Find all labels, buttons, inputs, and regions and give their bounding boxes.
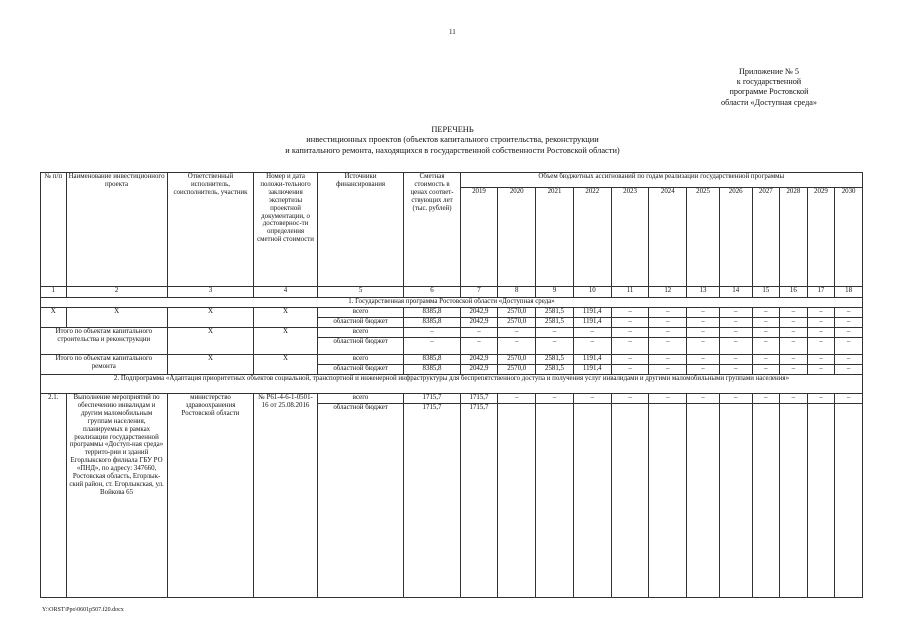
table-row (41, 308, 863, 318)
cell-year: 1191,4 (573, 365, 611, 375)
cell-year: – (687, 328, 720, 338)
col-number: 15 (752, 287, 780, 298)
section-1-heading: 1. Государственная программа Ростовской области «Доступная среда» (41, 298, 863, 308)
cell-year: – (573, 338, 611, 355)
cell-year (573, 404, 611, 598)
cell-name: Выполнение мероприятий по обеспечению инвалидам и другим маломобильным группам населения, планируемых в рамках реализации государственной программы «Доступ-ная среда» террито-рии и зданий Егорлыкского филиала ГБУ РО «ПНД», по адресу: 347660, Ростовская область, Егорлык-ский район, ст. Егорлыкская, ул. Войкова 65 (66, 394, 167, 598)
cell-year: – (807, 318, 835, 328)
cell-executor: Х (167, 328, 254, 355)
header-year: 2030 (835, 188, 863, 287)
cell-total-label: Итого по объектам капитального строительства и реконструкции (41, 328, 168, 355)
col-number: 5 (317, 287, 404, 298)
header-year: 2022 (573, 188, 611, 287)
cell-year: – (536, 338, 574, 355)
cell-year (807, 404, 835, 598)
cell-year: 2570,0 (498, 365, 536, 375)
cell-year: – (649, 328, 687, 338)
cell-year: – (835, 355, 863, 365)
cell-year: – (835, 338, 863, 355)
section-2-heading: 2. Подпрограмма «Адаптация приоритетных объектов социальной, транспортной и инженерной инфраструктуры для беспрепятственного доступа и получения услуг инвалидами и другими маломобильными группами населения» (41, 375, 863, 394)
cell-year: 2581,5 (536, 308, 574, 318)
header-year: 2020 (498, 188, 536, 287)
header-expertise: Номер и дата положи-тельного заключения экспертизы проектной документации, о достовернос-ти определения сметной стоимости (254, 173, 317, 287)
cell-year: – (611, 328, 649, 338)
header-row (41, 173, 863, 188)
cell-year: – (611, 355, 649, 365)
header-year: 2025 (687, 188, 720, 287)
header-year: 2019 (460, 188, 498, 287)
cell-year: – (780, 308, 808, 318)
col-number: 3 (167, 287, 254, 298)
title-line: инвестиционных проектов (объектов капитального строительства, реконструкции (306, 135, 599, 145)
appendix-line: области «Доступная среда» (721, 97, 817, 107)
header-name: Наименование инвестиционного проекта (66, 173, 167, 287)
col-number: 11 (611, 287, 649, 298)
cell-year: 2570,0 (498, 308, 536, 318)
cell-year: – (573, 394, 611, 404)
document-title (0, 125, 905, 156)
cell-estimate: 8385,8 (404, 355, 460, 365)
column-numbers-row (41, 287, 863, 298)
header-budget: Объем бюджетных ассигнований по годам реализации государственной программы (460, 173, 862, 188)
header-year: 2028 (780, 188, 808, 287)
title-line: и капитального ремонта, находящихся в государственной собственности Ростовской области) (285, 145, 620, 155)
col-number: 10 (573, 287, 611, 298)
cell-year: – (780, 355, 808, 365)
cell-year: – (835, 308, 863, 318)
cell-year: – (780, 318, 808, 328)
cell-year: – (752, 355, 780, 365)
cell-source: всего (317, 308, 404, 318)
header-year: 2027 (752, 188, 780, 287)
cell-year: – (835, 365, 863, 375)
appendix-line: программе Ростовской (729, 87, 809, 97)
cell-year: – (611, 308, 649, 318)
col-number: 13 (687, 287, 720, 298)
cell-year: – (649, 365, 687, 375)
cell-year: – (719, 318, 752, 328)
cell-year: – (752, 394, 780, 404)
cell-name: Х (66, 308, 167, 328)
cell-year (536, 404, 574, 598)
cell-year: 2042,9 (460, 318, 498, 328)
cell-year: – (752, 308, 780, 318)
cell-estimate: – (404, 338, 460, 355)
cell-executor: Х (167, 308, 254, 328)
cell-year: – (835, 328, 863, 338)
cell-year: – (752, 338, 780, 355)
col-number: 6 (404, 287, 460, 298)
cell-year: 2042,9 (460, 365, 498, 375)
cell-year: – (687, 338, 720, 355)
cell-year (611, 404, 649, 598)
appendix-note (699, 67, 839, 108)
cell-year: 2570,0 (498, 318, 536, 328)
cell-year: 2581,5 (536, 355, 574, 365)
cell-estimate: 8385,8 (404, 365, 460, 375)
cell-year: 1715,7 (460, 394, 498, 404)
col-number: 1 (41, 287, 67, 298)
col-number: 7 (460, 287, 498, 298)
cell-source: областной бюджет (317, 338, 404, 355)
cell-year: – (687, 355, 720, 365)
cell-year: – (611, 394, 649, 404)
cell-year: – (807, 328, 835, 338)
cell-year: 2570,0 (498, 355, 536, 365)
cell-year: – (649, 308, 687, 318)
cell-year (687, 404, 720, 598)
section-heading-row (41, 298, 863, 308)
cell-estimate: 8385,8 (404, 308, 460, 318)
cell-year: – (752, 318, 780, 328)
cell-year: 2581,5 (536, 365, 574, 375)
header-year: 2024 (649, 188, 687, 287)
cell-year: 2581,5 (536, 318, 574, 328)
cell-year: – (719, 308, 752, 318)
cell-year: – (649, 318, 687, 328)
cell-source: всего (317, 355, 404, 365)
cell-year: – (687, 394, 720, 404)
table-row (41, 328, 863, 338)
col-number: 4 (254, 287, 317, 298)
cell-year: – (719, 328, 752, 338)
cell-year: – (807, 394, 835, 404)
cell-source: областной бюджет (317, 365, 404, 375)
header-year: 2021 (536, 188, 574, 287)
cell-year: – (807, 355, 835, 365)
appendix-line: к государственной (736, 77, 802, 87)
cell-year (835, 404, 863, 598)
cell-source: областной бюджет (317, 318, 404, 328)
cell-year: – (780, 328, 808, 338)
header-estimate: Сметная стоимость в ценах соответ-ствующих лет (тыс. рублей) (404, 173, 460, 287)
cell-year (719, 404, 752, 598)
col-number: 9 (536, 287, 574, 298)
cell-num: Х (41, 308, 67, 328)
cell-estimate: 1715,7 (404, 394, 460, 404)
appendix-line: Приложение № 5 (739, 67, 799, 76)
cell-year: – (611, 365, 649, 375)
cell-year: – (780, 365, 808, 375)
cell-expertise: Х (254, 328, 317, 355)
section-heading-row (41, 375, 863, 394)
cell-year: – (460, 328, 498, 338)
cell-estimate: 8385,8 (404, 318, 460, 328)
cell-total-label: Итого по объектам капитального ремонта (41, 355, 168, 375)
cell-year: 1715,7 (460, 404, 498, 598)
cell-year: 1191,4 (573, 318, 611, 328)
cell-year: 2042,9 (460, 308, 498, 318)
cell-year: – (752, 365, 780, 375)
table-row (41, 355, 863, 365)
cell-year: – (611, 318, 649, 328)
cell-estimate: – (404, 328, 460, 338)
cell-year: – (649, 394, 687, 404)
cell-year: – (536, 394, 574, 404)
cell-year: – (835, 394, 863, 404)
cell-year: – (611, 338, 649, 355)
col-number: 16 (780, 287, 808, 298)
cell-year: – (687, 318, 720, 328)
cell-year: – (536, 328, 574, 338)
cell-year: – (573, 328, 611, 338)
header-year: 2029 (807, 188, 835, 287)
cell-year: – (719, 394, 752, 404)
header-executor: Ответственный исполнитель, соисполнитель, участник (167, 173, 254, 287)
cell-num: 2.1. (41, 394, 67, 598)
col-number: 14 (719, 287, 752, 298)
cell-year: 1191,4 (573, 308, 611, 318)
cell-expertise: Х (254, 355, 317, 375)
title-line: ПЕРЕЧЕНЬ (431, 125, 474, 134)
cell-year: – (807, 308, 835, 318)
cell-year: – (498, 338, 536, 355)
cell-year (752, 404, 780, 598)
cell-year (649, 404, 687, 598)
cell-year: – (807, 338, 835, 355)
cell-year: – (498, 394, 536, 404)
header-year: 2023 (611, 188, 649, 287)
cell-year: – (780, 394, 808, 404)
col-number: 17 (807, 287, 835, 298)
cell-executor: министерство здравоохранения Ростовской области (167, 394, 254, 598)
cell-year: – (460, 338, 498, 355)
cell-source: всего (317, 394, 404, 404)
cell-year: – (687, 365, 720, 375)
cell-year: – (807, 365, 835, 375)
cell-source: областной бюджет (317, 404, 404, 598)
cell-executor: Х (167, 355, 254, 375)
cell-expertise: Х (254, 308, 317, 328)
cell-year: – (719, 365, 752, 375)
cell-year: – (649, 355, 687, 365)
cell-year: – (649, 338, 687, 355)
table-row (41, 394, 863, 404)
cell-year: 1191,4 (573, 355, 611, 365)
cell-year: – (687, 308, 720, 318)
page-number: 11 (449, 28, 456, 36)
file-path-footer: Y:\ORST\Ppo\0601p507.f20.docx (42, 607, 124, 613)
cell-year: – (835, 318, 863, 328)
col-number: 8 (498, 287, 536, 298)
header-num: № п/п (41, 173, 67, 287)
cell-year: – (498, 328, 536, 338)
cell-estimate: 1715,7 (404, 404, 460, 598)
col-number: 2 (66, 287, 167, 298)
cell-year: – (719, 355, 752, 365)
cell-year (498, 404, 536, 598)
col-number: 18 (835, 287, 863, 298)
header-year: 2026 (719, 188, 752, 287)
cell-year: – (752, 328, 780, 338)
cell-year: – (719, 338, 752, 355)
cell-expertise: № Р61-4-6-1-0501-16 от 25.08.2016 (254, 394, 317, 598)
cell-year: 2042,9 (460, 355, 498, 365)
cell-year (780, 404, 808, 598)
col-number: 12 (649, 287, 687, 298)
header-source: Источники финансирования (317, 173, 404, 287)
investment-projects-table (40, 172, 863, 598)
cell-source: всего (317, 328, 404, 338)
cell-year: – (780, 338, 808, 355)
